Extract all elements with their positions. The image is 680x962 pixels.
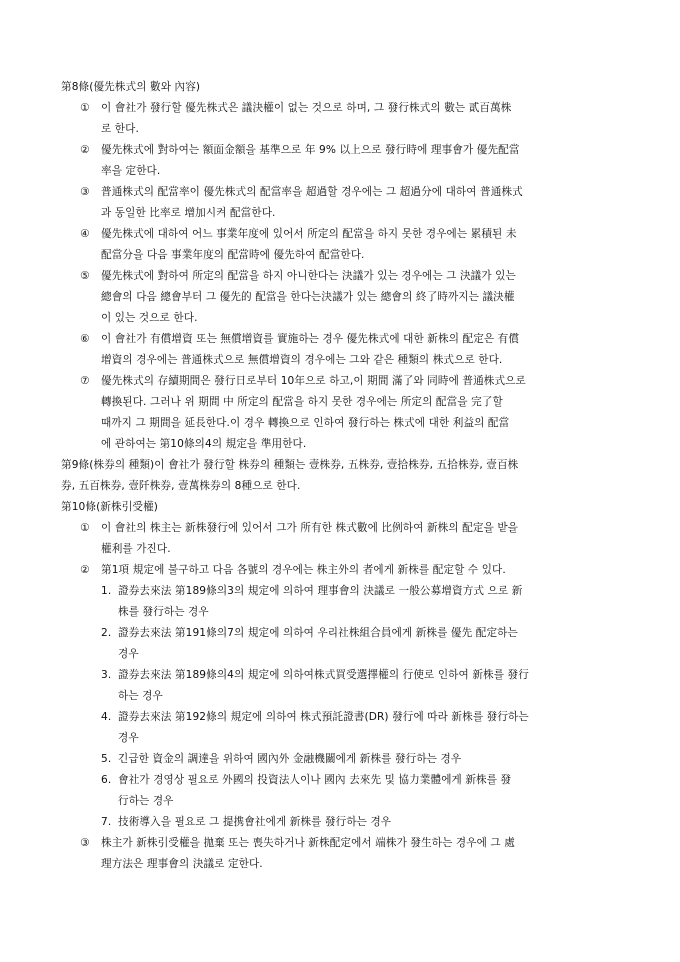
subitem-4-line-1: 證券去來法 第192條의 規定에 의하여 株式預託證書(DR) 發行에 따라 新株를 發行하는 xyxy=(118,711,529,723)
article-8-item-3-line-2: 과 동일한 比率로 增加시켜 配當한다. xyxy=(101,207,276,219)
article-8-item-7-line-3: 때까지 그 期間을 延長한다.이 경우 轉換으로 인하여 發行하는 株式에 대한 利益의 配當 xyxy=(101,417,510,429)
article-8-item-7-marker: ⑦ xyxy=(80,375,90,387)
article-8-item-5-marker: ⑤ xyxy=(80,270,90,282)
article-10-item-3-marker: ③ xyxy=(80,837,90,849)
article-8-item-1-marker: ① xyxy=(80,102,90,114)
subitem-1-marker: 1. xyxy=(101,585,112,597)
subitem-5-line-1: 긴급한 資金의 調達을 위하여 國內外 金融機關에게 新株를 發行하는 경우 xyxy=(118,753,462,765)
article-8-item-2-line-1: 優先株式에 對하여는 額面金額을 基準으로 年 9% 以上으로 發行時에 理事會가 優先配當 xyxy=(101,144,520,156)
subitem-6-marker: 6. xyxy=(101,774,112,786)
article-8-item-6-marker: ⑥ xyxy=(80,333,90,345)
article-10-item-1-line-2: 權利를 가진다. xyxy=(101,543,171,555)
article-8-item-1-line-1: 이 會社가 發行할 優先株式은 議決權이 없는 것으로 하며, 그 發行株式의 數는 貳百萬株 xyxy=(101,102,512,114)
subitem-2-marker: 2. xyxy=(101,627,112,639)
subitem-1-line-2: 株를 發行하는 경우 xyxy=(118,606,209,618)
subitem-2-line-1: 證券去來法 第191條의7의 規定에 의하여 우리社株組合員에게 新株를 優先 配定하는 xyxy=(118,627,518,639)
article-10-heading: 第10條(新株引受權) xyxy=(61,501,159,513)
subitem-3-marker: 3. xyxy=(101,669,112,681)
article-10-item-1-marker: ① xyxy=(80,522,90,534)
article-8-item-5-line-3: 이 있는 것으로 한다. xyxy=(101,312,198,324)
article-8-item-7-line-2: 轉換된다. 그러나 위 期間 中 所定의 配當을 하지 못한 경우에는 所定의 配當을 完了할 xyxy=(101,396,503,408)
article-8-item-4-marker: ④ xyxy=(80,228,90,240)
article-10-item-1-line-1: 이 會社의 株主는 新株發行에 있어서 그가 所有한 株式數에 比例하여 新株의 配定을 받을 xyxy=(101,522,518,534)
subitem-4-line-2: 경우 xyxy=(118,732,139,744)
subitem-7-marker: 7. xyxy=(101,816,112,828)
article-8-item-7-line-4: 에 관하여는 第10條의4의 規定을 準用한다. xyxy=(101,438,307,450)
article-9-line-2: 券, 五百株券, 壹阡株券, 壹萬株券의 8種으로 한다. xyxy=(61,480,301,492)
subitem-2-line-2: 경우 xyxy=(118,648,139,660)
article-8-item-4-line-1: 優先株式에 대하여 어느 事業年度에 있어서 所定의 配當을 하지 못한 경우에는 累積된 未 xyxy=(101,228,517,240)
article-8-item-5-line-1: 優先株式에 對하여 所定의 配當을 하지 아니한다는 決議가 있는 경우에는 그 決議가 있는 xyxy=(101,270,516,282)
subitem-6-line-1: 會社가 경영상 필요로 外國의 投資法人이나 國內 去來先 및 協力業體에게 新株를 發 xyxy=(118,774,512,786)
article-8-item-1-line-2: 로 한다. xyxy=(101,123,139,135)
article-10-item-2-line-1: 第1項 規定에 불구하고 다음 各號의 경우에는 株主外의 者에게 新株를 配定할 수 있다. xyxy=(101,564,506,576)
subitem-1-line-1: 證券去來法 第189條의3의 規定에 의하여 理事會의 決議로 一般公募增資方式 으로 新 xyxy=(118,585,523,597)
article-8-item-3-line-1: 普通株式의 配當率이 優先株式의 配當率을 超過할 경우에는 그 超過分에 대하여 普通株式 xyxy=(101,186,523,198)
article-8-item-7-line-1: 優先株式의 存續期間은 發行日로부터 10年으로 하고,이 期間 滿了와 同時에 普通株式으로 xyxy=(101,375,526,387)
article-8-item-6-line-2: 增資의 경우에는 普通株式으로 無償增資의 경우에는 그와 같은 種類의 株式으로 한다. xyxy=(101,354,503,366)
article-8-item-4-line-2: 配當分을 다음 事業年度의 配當時에 優先하여 配當한다. xyxy=(101,249,365,261)
subitem-5-marker: 5. xyxy=(101,753,112,765)
article-8-item-3-marker: ③ xyxy=(80,186,90,198)
article-10-item-3-line-1: 株主가 新株引受權을 拋棄 또는 喪失하거나 新株配定에서 端株가 發生하는 경우에 그 處 xyxy=(101,837,515,849)
article-10-item-2-marker: ② xyxy=(80,564,90,576)
article-8-heading: 第8條(優先株式의 數와 內容) xyxy=(61,81,201,93)
article-8-item-5-line-2: 總會의 다음 總會부터 그 優先的 配當을 한다는決議가 있는 總會의 終了時까지는 議決權 xyxy=(101,291,515,303)
article-9-line-1: 第9條(株券의 種類)이 會社가 發行할 株券의 種類는 壹株券, 五株券, 壹拾株券, 五拾株券, 壹百株 xyxy=(61,459,519,471)
subitem-4-marker: 4. xyxy=(101,711,112,723)
subitem-7-line-1: 技術導入을 필요로 그 提携會社에게 新株를 發行하는 경우 xyxy=(118,816,392,828)
subitem-3-line-2: 하는 경우 xyxy=(118,690,163,702)
subitem-6-line-2: 行하는 경우 xyxy=(118,795,174,807)
article-8-item-2-line-2: 率을 定한다. xyxy=(101,165,161,177)
article-8-item-6-line-1: 이 會社가 有償增資 또는 無償增資를 實施하는 경우 優先株式에 대한 新株의 配定은 有償 xyxy=(101,333,520,345)
article-10-item-3-line-2: 理方法은 理事會의 決議로 定한다. xyxy=(101,858,263,870)
article-8-item-2-marker: ② xyxy=(80,144,90,156)
subitem-3-line-1: 證券去來法 第189條의4의 規定에 의하여株式買受選擇權의 行使로 인하여 新株를 發行 xyxy=(118,669,529,681)
